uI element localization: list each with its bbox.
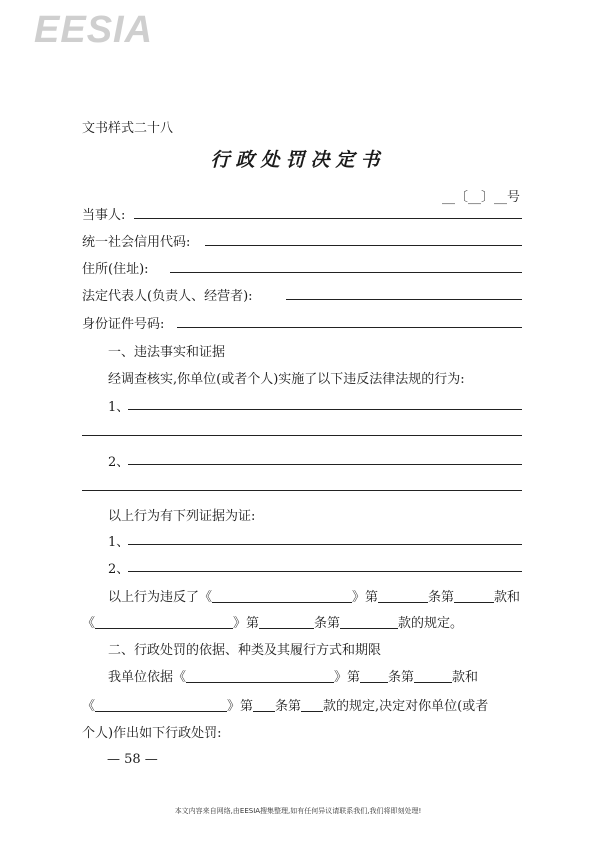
violation-line-1 — [108, 586, 520, 605]
fact-item-1-blank-2 — [82, 435, 522, 436]
evidence-item-1-label: 1、 — [108, 535, 130, 550]
basis-clause-blank-2 — [301, 699, 323, 712]
violation-text-d: 款和 — [494, 590, 521, 605]
document-number: __〔__〕__号 — [441, 190, 520, 205]
fact-item-1-label: 1、 — [108, 400, 130, 415]
credit-code-label: 统一社会信用代码: — [82, 235, 191, 250]
basis-text-e: 《 — [82, 699, 96, 714]
violation-law-blank-1 — [212, 590, 352, 603]
basis-line-2 — [82, 695, 488, 714]
basis-text-a: 我单位依据《 — [108, 670, 187, 685]
evidence-intro: 以上行为有下列证据为证: — [108, 509, 256, 524]
basis-line-3: 个人)作出如下行政处罚: — [82, 726, 222, 741]
basis-text-c: 条第 — [388, 670, 415, 685]
violation-law-blank-2 — [95, 616, 233, 629]
fact-item-2-blank-2 — [82, 490, 522, 491]
basis-text-d: 款和 — [452, 670, 479, 685]
basis-text-f: 》第 — [227, 699, 254, 714]
basis-text-h: 款的规定,决定对你单位(或者 — [323, 699, 489, 714]
document-title: 行政处罚决定书 — [210, 149, 386, 171]
basis-line-1 — [108, 666, 478, 685]
violation-article-blank-2 — [259, 616, 314, 629]
credit-code-blank — [205, 245, 522, 246]
basis-law-blank-2 — [95, 699, 227, 712]
id-number-blank — [177, 327, 522, 328]
document-style-number: 文书样式二十八 — [82, 121, 174, 136]
violation-text-b: 》第 — [352, 590, 379, 605]
page-number: — 58 — — [107, 752, 158, 767]
violation-text-a: 以上行为违反了《 — [108, 590, 213, 605]
address-blank — [170, 272, 522, 273]
violation-text-h: 款的规定。 — [398, 616, 464, 631]
legal-rep-label: 法定代表人(负责人、经营者): — [82, 289, 253, 304]
basis-law-blank-1 — [186, 670, 334, 683]
fact-item-1-blank — [128, 409, 522, 410]
basis-clause-blank-1 — [414, 670, 452, 683]
violation-article-blank-1 — [378, 590, 428, 603]
source-footnote: 本文内容来自网络,由EESIA搜集整理,如有任何异议请联系我们,我们将即刻处理! — [174, 807, 422, 815]
facts-intro: 经调查核实,你单位(或者个人)实施了以下违反法律法规的行为: — [108, 372, 465, 387]
evidence-item-1-blank — [128, 544, 522, 545]
party-label: 当事人: — [82, 208, 126, 223]
eesia-logo: EESIA — [34, 9, 154, 51]
basis-text-g: 条第 — [275, 699, 302, 714]
section-heading-penalty: 二、行政处罚的依据、种类及其履行方式和期限 — [108, 643, 382, 658]
violation-clause-blank-1 — [454, 590, 494, 603]
id-number-label: 身份证件号码: — [82, 317, 165, 332]
evidence-item-2-label: 2、 — [108, 562, 130, 577]
legal-rep-blank — [286, 299, 522, 300]
violation-text-f: 》第 — [233, 616, 260, 631]
fact-item-2-label: 2、 — [108, 455, 130, 470]
violation-text-g: 条第 — [314, 616, 341, 631]
violation-clause-blank-2 — [340, 616, 398, 629]
violation-line-2 — [82, 612, 463, 631]
fact-item-2-blank — [128, 464, 522, 465]
violation-text-c: 条第 — [428, 590, 455, 605]
basis-article-blank-2 — [253, 699, 275, 712]
evidence-item-2-blank — [128, 571, 522, 572]
basis-text-b: 》第 — [334, 670, 361, 685]
address-label: 住所(住址): — [82, 262, 149, 277]
section-heading-facts: 一、违法事实和证据 — [108, 345, 226, 360]
basis-article-blank-1 — [360, 670, 388, 683]
party-blank — [134, 218, 522, 219]
violation-text-e: 《 — [82, 616, 96, 631]
